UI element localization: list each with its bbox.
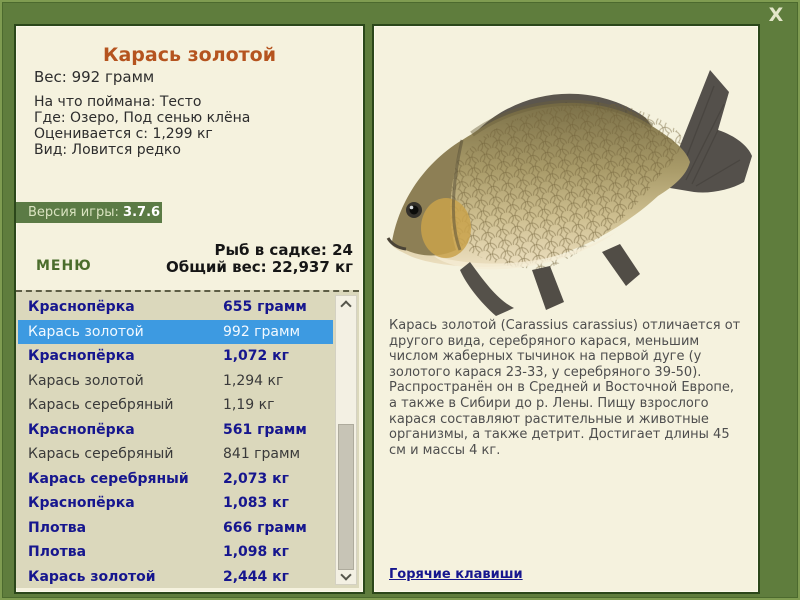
fish-weight: 841 грамм	[223, 446, 301, 462]
fish-weight: 2,073 кг	[223, 470, 289, 487]
fish-weight: 1,19 кг	[223, 397, 275, 413]
fish-weight: 666 грамм	[223, 519, 307, 536]
fish-name: Краснопёрка	[28, 299, 135, 315]
version-label: Версия игры:	[28, 205, 119, 220]
detail-line: Вид: Ловится редко	[34, 142, 181, 158]
right-panel	[372, 24, 760, 594]
basket-summary	[166, 242, 353, 276]
page-title: Карась золотой	[102, 44, 277, 66]
fish-list	[16, 290, 359, 588]
close-button[interactable]: X	[768, 4, 784, 26]
fish-weight: 1,098 кг	[223, 544, 289, 560]
detail-line: Где: Озеро, Под сенью клёна	[34, 110, 251, 126]
fish-list-row[interactable]	[18, 295, 333, 320]
detail-line: На что поймана: Тесто	[34, 94, 202, 110]
fish-name: Карась золотой	[28, 323, 144, 340]
fish-list-row[interactable]	[18, 442, 333, 467]
fish-weight: 561 грамм	[223, 421, 307, 438]
basket-count: Рыб в садке: 24	[214, 241, 353, 259]
fish-weight: 992 грамм	[223, 323, 301, 340]
chevron-up-icon	[340, 300, 351, 311]
scroll-up-button[interactable]	[336, 296, 356, 312]
left-panel	[14, 24, 365, 594]
fish-list-row[interactable]	[18, 369, 333, 394]
detail-line: Оценивается с: 1,299 кг	[34, 126, 213, 142]
fish-name: Плотва	[28, 544, 87, 560]
fish-weight: 2,444 кг	[223, 568, 289, 585]
fish-name: Плотва	[28, 519, 87, 536]
fish-list-row[interactable]	[18, 344, 333, 369]
fish-weight-line: Вес: 992 грамм	[34, 68, 155, 86]
fish-description: Карась золотой (Carassius carassius) отличается от другого вида, серебряного карася, меньшим числом жаберных тычинок на первой дуге (у золотого карася 23-33, у серебряного 39-50). Распространён он в Средней и Восточной Европе, а также в Сибири до р. Лены. Пищу взрослого карася составляют растительные и животные организмы, а также детрит. Достигает длины 45 см и массы 4 кг.	[389, 318, 741, 458]
fish-name: Карась серебряный	[28, 397, 174, 413]
fish-list-row[interactable]	[18, 565, 333, 590]
fish-list-row[interactable]	[18, 418, 333, 443]
fish-weight: 1,072 кг	[223, 348, 289, 364]
scrollbar-thumb[interactable]	[338, 424, 354, 570]
fish-list-row[interactable]	[18, 467, 333, 492]
fish-rows	[18, 295, 333, 589]
menu-button[interactable]: МЕНЮ	[36, 258, 92, 274]
fish-name: Карась золотой	[28, 568, 156, 585]
fish-image	[374, 34, 754, 324]
fish-name: Краснопёрка	[28, 348, 135, 364]
fish-weight: 655 грамм	[223, 299, 307, 315]
version-value: 3.7.6	[123, 205, 161, 220]
fish-list-row[interactable]	[18, 320, 333, 345]
fish-list-row[interactable]	[18, 540, 333, 565]
fish-name: Краснопёрка	[28, 495, 135, 511]
fish-list-row[interactable]	[18, 516, 333, 541]
fish-name: Карась серебряный	[28, 446, 174, 462]
chevron-down-icon	[340, 569, 351, 580]
hotkeys-link[interactable]: Горячие клавиши	[389, 567, 523, 582]
fish-weight: 1,294 кг	[223, 372, 284, 389]
scroll-down-button[interactable]	[336, 568, 356, 584]
fish-name: Карась золотой	[28, 372, 144, 389]
catch-details	[34, 94, 250, 158]
version-bar	[16, 202, 162, 223]
fish-list-row[interactable]	[18, 393, 333, 418]
fish-list-row[interactable]	[18, 491, 333, 516]
fish-name: Краснопёрка	[28, 421, 135, 438]
fish-name: Карась серебряный	[28, 470, 189, 487]
basket-weight: Общий вес: 22,937 кг	[166, 258, 353, 276]
fish-weight: 1,083 кг	[223, 495, 289, 511]
list-scrollbar[interactable]	[335, 295, 357, 585]
